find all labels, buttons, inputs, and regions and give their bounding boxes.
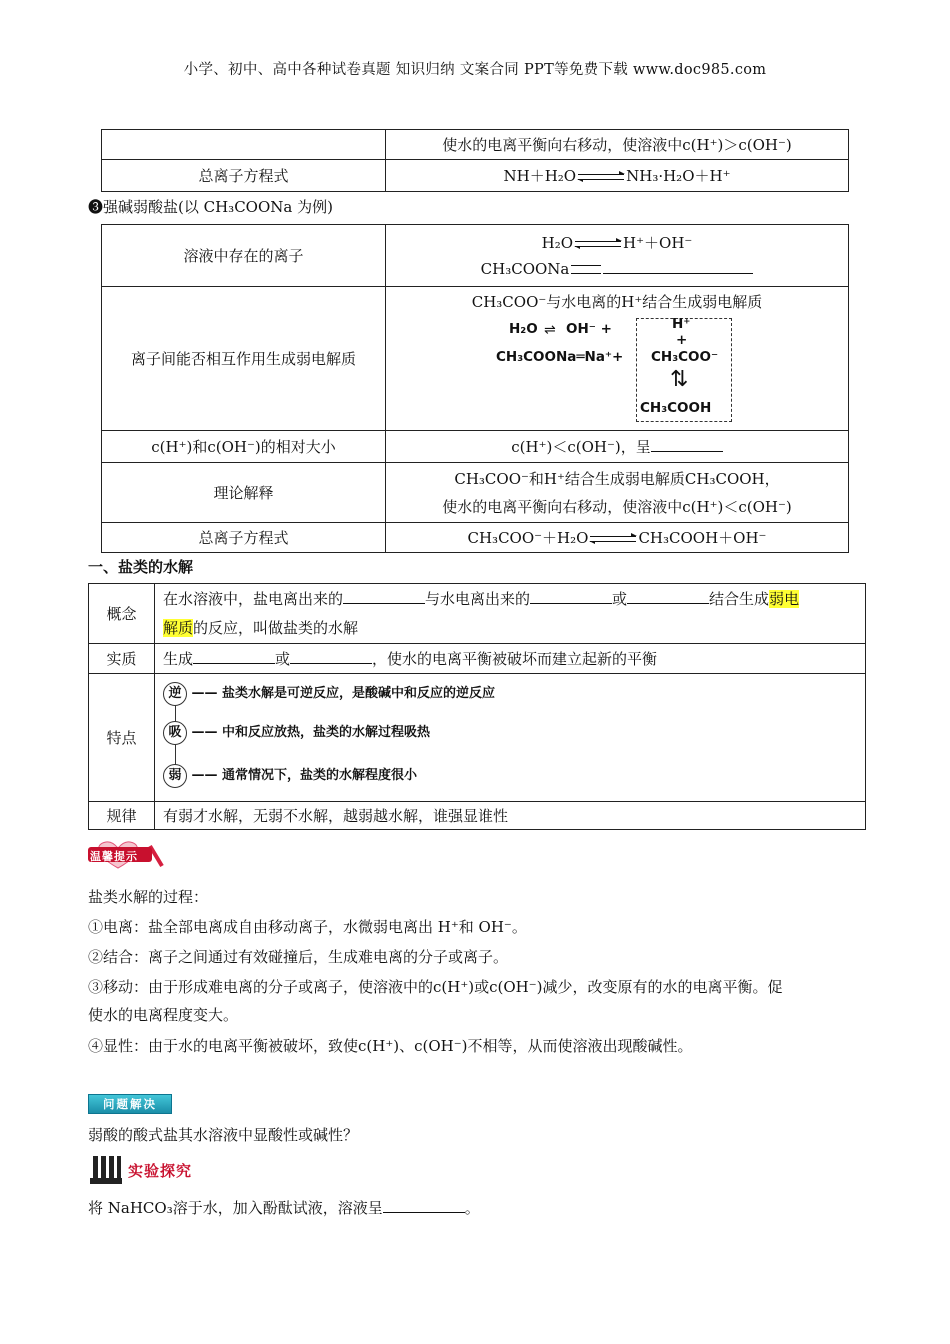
diag-h: H⁺: [672, 316, 691, 332]
feature-cell: [155, 674, 866, 802]
concept-label: 概念: [89, 584, 155, 644]
concept-text-1: 在水溶液中，盐电离出来的: [163, 589, 344, 608]
experiment-text: 将 NaHCO₃溶于水，加入酚酞试液，溶液呈: [88, 1199, 383, 1217]
feature-text: —— 盐类水解是可逆反应，是酸碱中和反应的逆反应: [191, 685, 496, 701]
t3-r4-line2: 使水的电离平衡向右移动，使溶液中c(H⁺)＜c(OH⁻): [442, 497, 792, 516]
feature-mark: 吸: [163, 721, 187, 745]
top-table-row2-right: [386, 160, 849, 192]
t3-r1-right: [386, 225, 849, 287]
experiment-badge-text: 实验探究: [128, 1162, 193, 1180]
essence-cell: [155, 644, 866, 674]
process-line-4: 使水的电离程度变大。: [88, 1006, 239, 1024]
problem-badge: 问题解决: [88, 1094, 172, 1114]
top-table: [101, 129, 849, 192]
answer-blank[interactable]: [603, 259, 753, 274]
diag-acetate: CH₃COO⁻: [651, 349, 719, 365]
process-title: 盐类水解的过程：: [88, 888, 209, 906]
reversible-arrow-icon: ⇅: [670, 367, 689, 392]
rule-cell: 有弱才水解，无弱不水解，越弱越水解，谁强显谁性: [155, 802, 866, 830]
concept-text-3: 或: [612, 589, 628, 608]
t3-r2-right: [386, 287, 849, 431]
t3-r4-right: [386, 463, 849, 523]
highlight-text: 解质: [163, 618, 194, 637]
top-table-empty-cell: [102, 130, 386, 160]
t3-r3-left: c(H⁺)和c(OH⁻)的相对大小: [102, 431, 386, 463]
t3-r5-left: 总离子方程式: [102, 523, 386, 553]
feature-mark: 逆: [163, 682, 187, 706]
rule-label: 规律: [89, 802, 155, 830]
experiment-badge: [88, 1152, 228, 1186]
hydrolysis-table: [88, 583, 866, 830]
t3-r2-top: CH₃COO⁻与水电离的H⁺结合生成弱电解质: [471, 293, 763, 311]
equilibrium-arrow-icon: [590, 534, 636, 544]
experiment-line: [88, 1197, 480, 1218]
process-line-1: ①电离：盐全部电离成自由移动离子，水微弱电离出 H⁺和 OH⁻。: [88, 918, 527, 936]
highlight-text: 弱电: [769, 589, 800, 608]
essence-text-3: ，使水的电离平衡被破坏而建立起新的平衡: [372, 650, 658, 668]
section1-title: 一、盐类的水解: [88, 558, 194, 576]
feature-text: —— 中和反应放热，盐类的水解过程吸热: [191, 724, 431, 740]
essence-text-1: 生成: [163, 650, 194, 668]
diag-oh: OH⁻ +: [566, 321, 612, 337]
top-table-row2-left: 总离子方程式: [102, 160, 386, 192]
equilibrium-arrow-icon: [575, 239, 621, 249]
answer-blank[interactable]: [651, 437, 723, 452]
feature-label: 特点: [89, 674, 155, 802]
page-header: 小学、初中、高中各种试卷真题 知识归纳 文案合同 PPT等免费下载 www.doc985.com: [183, 62, 767, 78]
ionization-diagram: [386, 312, 848, 424]
top-table-row1-right: 使水的电离平衡向右移动，使溶液中c(H⁺)＞c(OH⁻): [386, 130, 849, 160]
concept-text-4: 结合生成: [709, 589, 770, 608]
concept-cell: [155, 584, 866, 644]
t3-r3-text: c(H⁺)＜c(OH⁻)，呈: [511, 438, 651, 456]
answer-blank[interactable]: [530, 589, 612, 604]
process-line-5: ④显性：由于水的电离平衡被破坏，致使c(H⁺)、c(OH⁻)不相等，从而使溶液出现酸碱性。: [88, 1037, 693, 1055]
t3-h2o: H₂O: [541, 233, 574, 252]
concept-text-5: 的反应，叫做盐类的水解: [193, 618, 359, 637]
concept-text-2: 与水电离出来的: [425, 589, 531, 608]
t3-r5-right: [386, 523, 849, 553]
t3-r2-left: 离子间能否相互作用生成弱电解质: [102, 287, 386, 431]
feature-mark: 弱: [163, 764, 187, 788]
equilibrium-arrow-icon: [578, 172, 624, 182]
feature-row-endothermic: [163, 721, 430, 745]
experiment-end: 。: [464, 1199, 480, 1217]
t3-r1-left: 溶液中存在的离子: [102, 225, 386, 287]
essence-text-2: 或: [275, 650, 291, 668]
t3-eq-left: CH₃COO⁻＋H₂O: [467, 529, 589, 547]
answer-blank[interactable]: [193, 649, 275, 664]
process-line-2: ②结合：离子之间通过有效碰撞后，生成难电离的分子或离子。: [88, 948, 509, 966]
t3-salt: CH₃COONa: [480, 259, 570, 278]
t3-r3-right: [386, 431, 849, 463]
tip-badge: [88, 838, 172, 872]
top-eq-left: NH＋H₂O: [503, 167, 577, 185]
t3-eq-right: CH₃COOH＋OH⁻: [638, 529, 767, 547]
t3-ions: H⁺＋OH⁻: [623, 233, 693, 252]
answer-blank[interactable]: [627, 589, 709, 604]
essence-label: 实质: [89, 644, 155, 674]
answer-blank[interactable]: [383, 1198, 465, 1213]
test-tubes-icon: [88, 1152, 124, 1186]
t3-r4-left: 理论解释: [102, 463, 386, 523]
top-eq-right: NH₃·H₂O＋H⁺: [626, 167, 731, 185]
equilibrium-arrow-icon: ⇌: [544, 322, 556, 338]
diag-plus: +: [676, 332, 688, 348]
feature-row-weak: [163, 764, 417, 788]
feature-row-reverse: [163, 682, 495, 706]
double-line-icon: [571, 265, 601, 274]
process-line-3: ③移动：由于形成难电离的分子或离子，使溶液中的c(H⁺)或c(OH⁻)减少，改变原有的水的电离平衡。促: [88, 978, 783, 996]
diag-h2o: H₂O: [509, 321, 538, 337]
answer-blank[interactable]: [343, 589, 425, 604]
diag-salt: CH₃COONa═Na⁺+: [496, 349, 624, 365]
tip-badge-text: 温馨提示: [90, 850, 138, 863]
t3-r4-line1: CH₃COO⁻和H⁺结合生成弱电解质CH₃COOH，: [454, 469, 780, 488]
section3-title: ❸强碱弱酸盐(以 CH₃COONa 为例): [88, 198, 333, 216]
feature-text: —— 通常情况下，盐类的水解程度很小: [191, 767, 418, 783]
weak-acid-salt-table: [101, 224, 849, 553]
question-text: 弱酸的酸式盐其水溶液中显酸性或碱性？: [88, 1126, 359, 1144]
diag-acid: CH₃COOH: [640, 400, 712, 416]
answer-blank[interactable]: [290, 649, 372, 664]
